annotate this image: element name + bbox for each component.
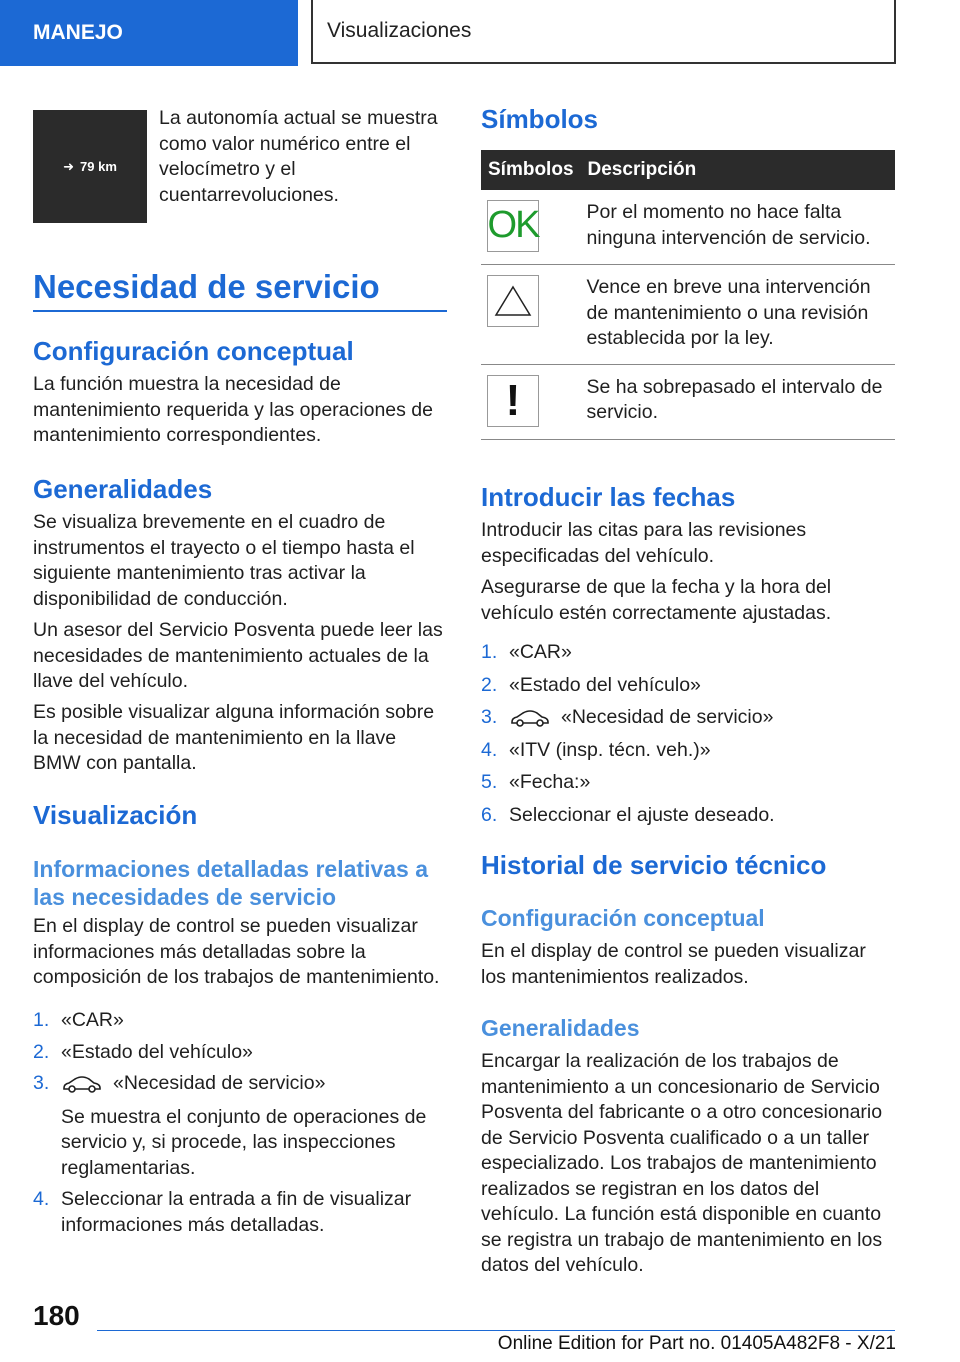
heading-conceptual: Configuración conceptual (33, 336, 354, 366)
car-icon (61, 1073, 103, 1095)
symbol-cell (481, 265, 581, 365)
heading-details: Informaciones detalladas relativas a las necesidades de servicio (33, 856, 429, 910)
heading-symbols: Símbolos (481, 104, 599, 134)
step-number: 5. (481, 771, 498, 793)
heading-history-conceptual: Configuración conceptual (481, 905, 765, 931)
section-heading-service: Necesidad de servicio (33, 268, 380, 305)
list-item (481, 803, 895, 829)
step-number: 3. (481, 706, 498, 728)
list-item (481, 738, 895, 764)
left-steps-list (33, 1008, 447, 1238)
step-number: 2. (33, 1040, 50, 1063)
footer-rule (97, 1330, 895, 1331)
range-value: 79 km (80, 159, 117, 174)
description-cell: Se ha sobrepasado el intervalo de servicio. (581, 364, 895, 439)
symbol-cell (481, 190, 581, 265)
step-text: «Necesidad de servicio» (113, 1072, 326, 1094)
list-item (481, 673, 895, 699)
step-text: «Estado del vehículo» (509, 673, 701, 696)
history-conceptual-text: En el display de control se pueden visualizar los mantenimientos realizados. (481, 940, 866, 988)
heading-display: Visualización (33, 800, 198, 830)
dates-text-2: Asegurarse de que la fecha y la hora del vehículo estén correctamente ajustadas. (481, 576, 832, 624)
step-text: «CAR» (61, 1009, 124, 1031)
description-cell: Por el momento no hace falta ninguna intervención de servicio. (581, 190, 895, 265)
range-text: La autonomía actual se muestra como valor numérico entre el velocímetro y el cuentarrevoluciones. (159, 107, 438, 206)
right-steps-list (481, 640, 895, 828)
step-text: «Fecha:» (509, 771, 591, 793)
step-text: «ITV (insp. técn. veh.)» (509, 738, 711, 761)
step-number: 4. (33, 1188, 50, 1210)
general-text-1: Se visualiza brevemente en el cuadro de instrumentos el trayecto o el tiempo hasta el siguiente mantenimiento tras activar la disponibilidad de conducción. (33, 511, 415, 610)
table-row (481, 364, 895, 439)
step-text: «CAR» (509, 641, 572, 663)
step-subtext: Se muestra el conjunto de operaciones de servicio y, si procede, las inspecciones reglamentarias. (61, 1105, 427, 1179)
list-item (481, 705, 895, 731)
step-number: 2. (481, 673, 498, 696)
heading-history-general: Generalidades (481, 1015, 640, 1041)
heading-rule (33, 310, 447, 312)
ok-icon: OK (487, 200, 539, 252)
symbol-cell (481, 364, 581, 439)
range-arrow-icon: ➜ (63, 158, 75, 174)
exclamation-icon: ! (487, 375, 539, 427)
step-text: «Estado del vehículo» (61, 1040, 253, 1063)
details-text: En el display de control se pueden visualizar informaciones más detalladas sobre la composición de los trabajos de mantenimiento. (33, 915, 440, 988)
section-tab[interactable]: MANEJO (0, 0, 298, 66)
page-number: 180 (33, 1300, 80, 1331)
step-text: Seleccionar el ajuste deseado. (509, 803, 775, 826)
dates-text-1: Introducir las citas para las revisiones especificadas del vehículo. (481, 519, 807, 567)
list-item (481, 770, 895, 796)
history-general-text: Encargar la realización de los trabajos de mantenimiento a un concesionario de Servicio Posventa del fabricante o a otro concesionario de Servicio Posventa cualificado o a un taller especializado. Los trabajos de mantenimiento realizados se registran en los datos del vehículo. La función está disponible en cuanto se registra un trabajo de mantenimiento en los datos del vehículo. (481, 1050, 883, 1276)
list-item (33, 1187, 447, 1238)
column-header-symbol: Símbolos (481, 150, 581, 190)
heading-dates: Introducir las fechas (481, 482, 736, 512)
heading-history: Historial de servicio técnico (481, 850, 827, 880)
chapter-tab[interactable]: Visualizaciones (311, 0, 896, 64)
list-item (481, 640, 895, 666)
general-text-3: Es posible visualizar alguna información sobre la necesidad de mantenimiento en la llave BMW con pantalla. (33, 701, 435, 774)
heading-general: Generalidades (33, 474, 213, 504)
table-header-row (481, 150, 895, 190)
page-header (0, 0, 960, 70)
warning-triangle-icon (487, 275, 539, 327)
column-header-description: Descripción (581, 150, 895, 190)
range-display-image (33, 110, 147, 223)
footer-edition: Online Edition for Part no. 01405A482F8 - X/21 (497, 1333, 896, 1354)
step-number: 4. (481, 738, 498, 761)
step-number: 1. (33, 1009, 50, 1031)
step-text: Seleccionar la entrada a fin de visualizar informaciones más detalladas. (61, 1188, 412, 1236)
list-item (33, 1071, 447, 1181)
symbols-table (481, 150, 895, 440)
step-number: 1. (481, 641, 498, 663)
table-row (481, 265, 895, 365)
conceptual-text: La función muestra la necesidad de mantenimiento requerida y las operaciones de mantenimiento correspondientes. (33, 373, 433, 446)
step-number: 6. (481, 803, 498, 826)
step-text: «Necesidad de servicio» (561, 706, 774, 728)
description-cell: Vence en breve una intervención de mantenimiento o una revisión establecida por la ley. (581, 265, 895, 365)
list-item (33, 1008, 447, 1034)
table-row (481, 190, 895, 265)
car-icon (509, 707, 551, 729)
step-number: 3. (33, 1072, 50, 1094)
list-item (33, 1040, 447, 1066)
general-text-2: Un asesor del Servicio Posventa puede leer las necesidades de mantenimiento actuales de la llave del vehículo. (33, 619, 443, 692)
